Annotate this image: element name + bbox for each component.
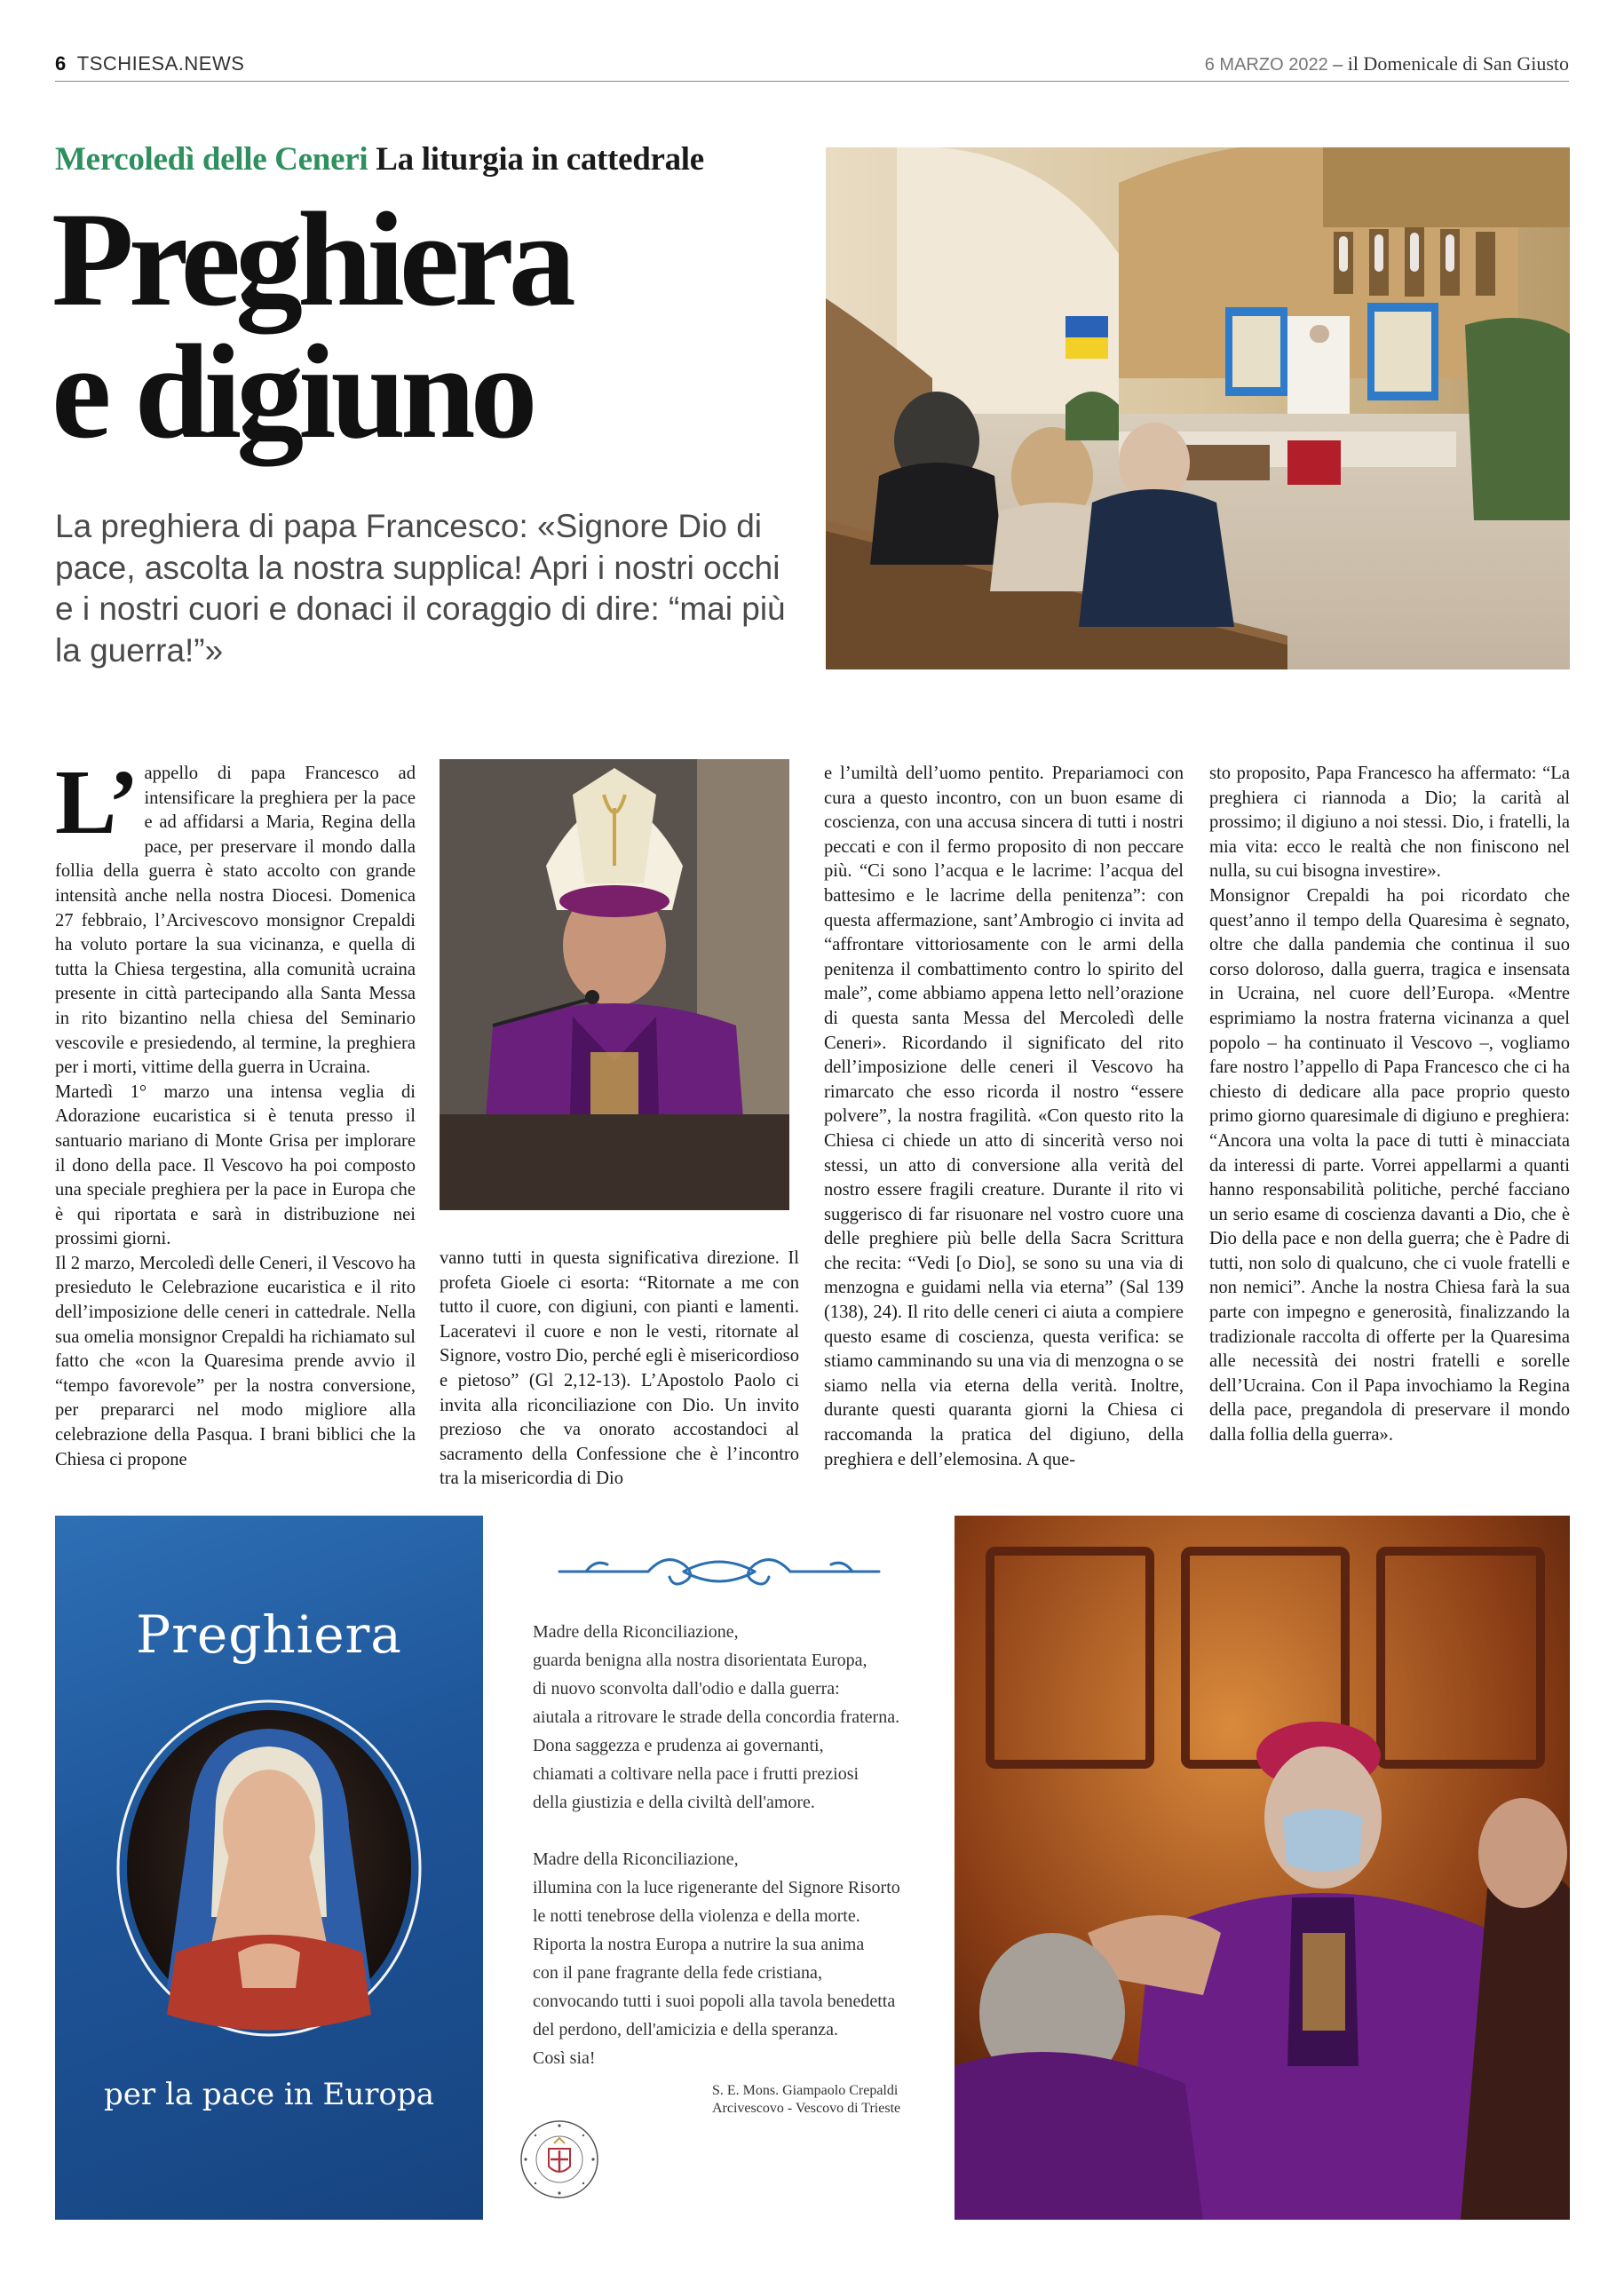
article-column-3 [824, 762, 1184, 1472]
prayer-line: di nuovo sconvolta dall'odio e dalla guerra: [533, 1679, 840, 1699]
prayer-stanza-2 [533, 1845, 906, 2072]
headline-line-1: Preghiera [51, 185, 571, 334]
prayer-line: Madre della Riconciliazione, [533, 1849, 739, 1869]
prayer-line: Dona saggezza e prudenza ai governanti, [533, 1736, 824, 1755]
article-kicker [55, 140, 704, 178]
prayer-card-title: Preghiera [136, 1604, 402, 1665]
col1-paragraph-1: appello di papa Francesco ad intensificare la preghiera per la pace e ad affidarsi a Maria, Regina della pace, per preservare il mondo dalla follia della guerra è stato accolto con grande intensità anche nella nostra Diocesi. Domenica 27 febbraio, l’Arcivescovo monsignor Crepaldi ha voluto portare la sua vicinanza, e quella di tutta la Chiesa tergestina, alla comunità ucraina presente in città partecipando alla Santa Messa in rito bizantino nella chiesa del Seminario vescovile e presiedendo, al termine, la preghiera per i morti, vittime della guerra in Ucraina. [55, 764, 416, 1078]
prayer-line: Così sia! [533, 2048, 596, 2068]
prayer-line: aiutala a ritrovare le strade della concordia fraterna. [533, 1707, 900, 1727]
prayer-card-image [55, 1516, 483, 2220]
article-column-2 [440, 1247, 799, 1492]
article-headline [51, 185, 815, 466]
kicker-topic: La liturgia in cattedrale [376, 141, 704, 178]
prayer-text [533, 1618, 906, 2101]
header-separator: – [1327, 51, 1348, 75]
site-name[interactable]: TSCHIESA.NEWS [76, 51, 245, 75]
church-interior-photo [826, 147, 1570, 669]
col2-paragraph-1: vanno tutti in questa significativa direzione. Il profeta Gioele ci esorta: “Ritornate a me con tutto il cuore, con digiuni, con pianti e lamenti. Laceratevi il cuore e non le vesti, ritornate al Signore, vostro Dio, perché egli è misericordioso e pietoso” (Gl 2,12-13). L’Apostolo Paolo ci invita alla riconciliazione con Dio. Un invito prezioso che va onorato accostandoci al sacramento della Confessione che è l’incontro tra la misericordia di Dio [440, 1248, 799, 1489]
col4-paragraph-1: sto proposito, Papa Francesco ha affermato: “La preghiera ci riannoda a Dio; la carità al prossimo; il digiuno a noi stessi. Dio, i fratelli, la mia vita: ecco le realtà che non finiscono nel nulla, su cui bisogna investire». [1209, 764, 1570, 882]
article-deck: La preghiera di papa Francesco: «Signore Dio di pace, ascolta la nostra supplica! Apri i nostri occhi e i nostri cuori e donaci il coraggio di dire: “mai più la guerra!”» [55, 508, 786, 669]
prayer-line: del perdono, dell'amicizia e della speranza. [533, 2020, 838, 2039]
publication-name: il Domenicale di San Giusto [1347, 51, 1569, 75]
col1-paragraph-2: Martedì 1° marzo una intensa veglia di Adorazione eucaristica si è tenuta presso il santuario mariano di Monte Grisa per implorare il dono della pace. Il Vescovo ha poi composto una speciale preghiera per la pace in Europa che è qui riportata e sarà in distribuzione nei prossimi giorni. [55, 1081, 416, 1249]
header-left [55, 52, 244, 75]
prayer-line: chiamati a coltivare nella pace i frutti preziosi [533, 1764, 860, 1784]
header-right [1205, 52, 1569, 75]
prayer-line: Madre della Riconciliazione, [533, 1622, 739, 1642]
page-number: 6 [55, 51, 67, 75]
madonna-medallion [114, 1695, 424, 2041]
bishop-preaching-photo [440, 759, 789, 1210]
prayer-line: guarda benigna alla nostra disorientata Europa, [533, 1651, 867, 1670]
page-header [55, 46, 1569, 82]
prayer-line: con il pane fragrante della fede cristiana, [533, 1963, 822, 1983]
col4-paragraph-2: Monsignor Crepaldi ha poi ricordato che quest’anno il tempo della Quaresima è segnato, oltre che dalla pandemia che continua il suo corso doloroso, dalla guerra, tragica e insensata in Ucraina, nel cuore dell’Europa. «Mentre esprimiamo la nostra fraterna vicinanza a quel popolo – ha continuato il Vescovo –, vogliamo fare nostro l’appello di Papa Francesco che ci ha chiesto di dedicare alla pace proprio questo primo giorno quaresimale di digiuno e preghiera: “Ancora una volta la pace di tutti è minacciata da interessi di parte. Vorrei appellarmi a quanti hanno responsabilità politiche, perché facciano un serio esame di coscienza davanti a Dio, che è Dio della pace e non della guerra; che è Padre di tutti, non solo di qualcuno, che ci vuole fratelli e non nemici”. Anche la nostra Chiesa farà la sua parte con impegno e generosità, finalizzando la tradizionale raccolta di offerte per la Quaresima alle necessità dei nostri fratelli e sorelle dell’Ucraina. Con il Papa invochiamo la Regina della pace, pregandola di preservare il mondo dalla follia della guerra». [1209, 885, 1570, 1445]
prayer-card-subtitle: per la pace in Europa [104, 2077, 434, 2112]
diocese-seal-icon [519, 2119, 600, 2200]
kicker-section: Mercoledì delle Ceneri [55, 141, 368, 178]
issue-date: 6 MARZO 2022 [1204, 54, 1328, 75]
prayer-line: Riporta la nostra Europa a nutrire la sua anima [533, 1935, 865, 1954]
prayer-line: della giustizia e della civiltà dell'amore. [533, 1793, 815, 1812]
prayer-line: convocando tutti i suoi popoli alla tavola benedetta [533, 1992, 896, 2011]
prayer-signature [712, 2082, 907, 2118]
col3-paragraph-1: e l’umiltà dell’uomo pentito. Prepariamoci con cura a questo incontro, con un buon esame di coscienza, con una accusa sincera di tutti i nostri peccati e con il fermo proposito di non peccare più. “Ci sono l’acqua e le lacrime: l’acqua del battesimo e le lacrime della penitenza”: con questa affermazione, sant’Ambrogio ci invita ad “affrontare vittoriosamente con le armi della penitenza il combattimento contro lo spirito del male”, come abbiamo appena letto nell’orazione di questa santa Messa del Mercoledì delle Ceneri». Ricordando il significato del rito dell’imposizione delle ceneri il Vescovo ha rimarcato che esso ricorda il nostro “essere polvere”, la nostra fragilità. «Con questo rito la Chiesa ci chiede un atto di sincerità verso noi stessi, un atto di conversione alla verità del nostro essere fragili creature. Durante il rito vi suggerisco di far risuonare nel vostro cuore una delle preghiere più belle della Sacra Scrittura che recita: “Vedi [o Dio], se sono su una via di menzogna e guidami nella via eterna” (Sal 139 (138), 24). Il rito delle ceneri ci aiuta a compiere questo esame di coscienza, questa verifica: se stiamo camminando su una via di menzogna o se siamo nella via eterna della verità. Inoltre, durante questi quaranta giorni la Chiesa ci raccomanda la pratica del digiuno, della preghiera e dell’elemosina. A que- [824, 764, 1184, 1469]
ashes-imposition-photo [955, 1516, 1570, 2220]
article-column-4 [1209, 762, 1570, 1448]
signature-name: S. E. Mons. Giampaolo Crepaldi [712, 2083, 899, 2098]
prayer-line: illumina con la luce rigenerante del Signore Risorto [533, 1878, 900, 1897]
headline-line-2: e digiuno [51, 316, 533, 466]
signature-title: Arcivescovo - Vescovo di Trieste [712, 2101, 901, 2116]
col1-paragraph-3: Il 2 marzo, Mercoledì delle Ceneri, il Vescovo ha presieduto le Celebrazione eucaristica e il rito dell’imposizione delle ceneri in cattedrale. Nella sua omelia monsignor Crepaldi ha richiamato sul fatto che «con la Quaresima prende avvio il “tempo favorevole” per la nostra conversione, per prepararci nel modo migliore alla celebrazione della Pasqua. I brani biblici che la Chiesa ci propone [55, 1253, 416, 1469]
article-column-1 [55, 751, 416, 1472]
ornament-flourish-icon [551, 1547, 888, 1596]
prayer-stanza-1 [533, 1618, 906, 1817]
prayer-line: le notti tenebrose della violenza e della morte. [533, 1906, 860, 1926]
dropcap: L’ [55, 751, 139, 853]
